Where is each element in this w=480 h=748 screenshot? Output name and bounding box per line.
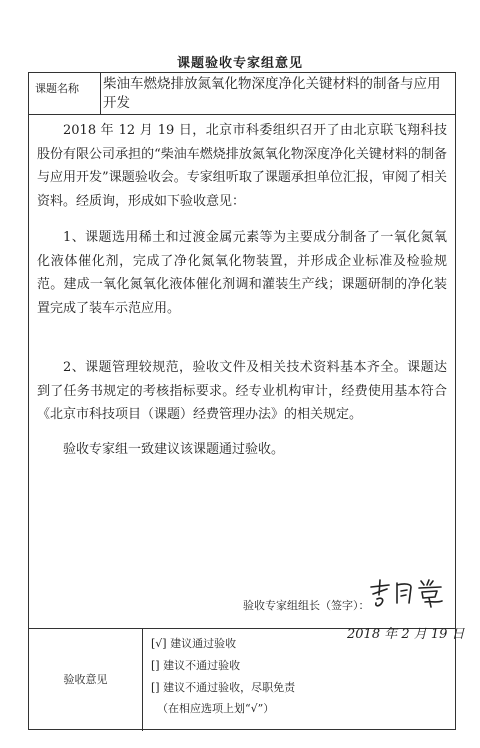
opinion-label: 验收意见 bbox=[29, 629, 143, 731]
handwritten-date: 2018 年 2 月 19 日 bbox=[347, 627, 465, 642]
opinion-body bbox=[29, 115, 465, 642]
option-reject: [] 建议不通过验收 bbox=[151, 659, 241, 672]
option-note: （在相应选项上划“√”） bbox=[157, 702, 275, 715]
option-approve: [√] 建议通过验收 bbox=[151, 637, 237, 650]
option-reject-exempt: [] 建议不通过验收，尽职免责 bbox=[151, 681, 296, 694]
subject-row bbox=[29, 73, 455, 115]
paragraph-conclusion: 验收专家组一致建议该课题通过验收。 bbox=[63, 442, 285, 457]
opinion-form-table bbox=[28, 72, 465, 730]
signature-label: 验收专家组组长（签字）： bbox=[243, 599, 370, 612]
handwritten-signature bbox=[367, 577, 447, 611]
paragraph-point-1: 1、课题选用稀土和过渡金属元素等为主要成分制备了一氧化氮氧化液体催化剂，完成了净化氮氧化物装置，并形成企业标准及检验规范。建成一氧化氮氧化液体催化剂调和灌装生产线；课题研制的净化装置完成了装车示范应用。 bbox=[37, 230, 447, 316]
subject-label: 课题名称 bbox=[29, 73, 101, 114]
paragraph-point-2: 2、课题管理较规范，验收文件及相关技术资料基本齐全。课题达到了任务书规定的考核指标要求。经专业机构审计，经费使用基本符合《北京市科技项目（课题）经费管理办法》的相关规定。 bbox=[37, 360, 447, 422]
opinion-options bbox=[151, 633, 295, 719]
paragraph-intro: 2018 年 12 月 19 日，北京市科委组织召开了由北京联飞翔科技股份有限公司承担的“柴油车燃烧排放氮氧化物深度净化关键材料的制备与应用开发”课题验收会。专家组听取了课题承担单位汇报，审阅了相关资料。经质询，形成如下验收意见： bbox=[37, 123, 447, 209]
subject-value: 柴油车燃烧排放氮氧化物深度净化关键材料的制备与应用开发 bbox=[103, 76, 441, 111]
document-title: 课题验收专家组意见 bbox=[176, 56, 303, 71]
